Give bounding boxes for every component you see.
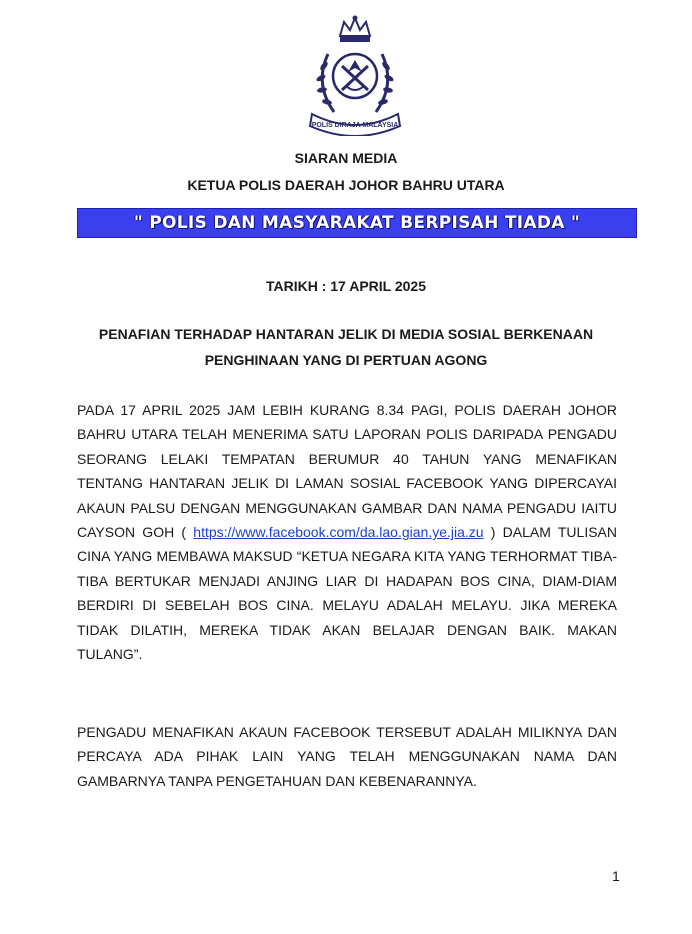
facebook-link[interactable]: https://www.facebook.com/da.lao.gian.ye.jia.zu — [193, 524, 484, 541]
page-number: 1 — [612, 868, 620, 884]
paragraph-1-start: PADA 17 APRIL 2025 JAM LEBIH KURANG 8.34 PAGI, POLIS DAERAH JOHOR BAHRU UTARA TELAH MENERIMA SATU LAPORAN POLIS DARIPADA PENGADU SEORANG LELAKI TEMPATAN BERUMUR 40 TAHUN YANG MENAFIKAN TENTANG HANTARAN JELIK DI LAMAN SOSIAL FACEBOOK YANG DIPERCAYAI AKAUN PALSU DENGAN MENGGUNAKAN GAMBAR DAN NAMA PENGADU IAITU CAYSON GOH ( — [77, 402, 617, 541]
motto-banner — [77, 208, 637, 238]
motto-text: " POLIS DAN MASYARAKAT BERPISAH TIADA " — [133, 213, 581, 233]
paragraph-1-end: ) DALAM TULISAN CINA YANG MEMBAWA MAKSUD “KETUA NEGARA KITA YANG TERHORMAT TIBA-TIBA BERTUKAR MENJADI ANJING LIAR DI HADAPAN BOS CINA, DIAM-DIAM BERDIRI DI SEBELAH BOS CINA. MELAYU ADALAH MELAYU. JIKA MEREKA TIDAK DILATIH, MEREKA TIDAK AKAN BELAJAR DENGAN BAIK. MAKAN TULANG”. — [77, 524, 617, 663]
document-subtitle: KETUA POLIS DAERAH JOHOR BAHRU UTARA — [187, 177, 505, 193]
headline-line-1: PENAFIAN TERHADAP HANTARAN JELIK DI MEDIA SOSIAL BERKENAAN — [98, 326, 594, 342]
date-line: TARIKH : 17 APRIL 2025 — [265, 278, 426, 294]
crest-ribbon-text: POLIS DIRAJA MALAYSIA — [311, 122, 399, 129]
document-title: SIARAN MEDIA — [294, 150, 398, 166]
police-crest-icon — [300, 14, 410, 136]
headline-line-2: PENGHINAAN YANG DI PERTUAN AGONG — [204, 352, 488, 368]
paragraph-1 — [77, 398, 617, 666]
paragraph-2: PENGADU MENAFIKAN AKAUN FACEBOOK TERSEBUT ADALAH MILIKNYA DAN PERCAYA ADA PIHAK LAIN YANG TELAH MENGGUNAKAN NAMA DAN GAMBARNYA TANPA PENGETAHUAN DAN KEBENARANNYA. — [77, 724, 617, 789]
